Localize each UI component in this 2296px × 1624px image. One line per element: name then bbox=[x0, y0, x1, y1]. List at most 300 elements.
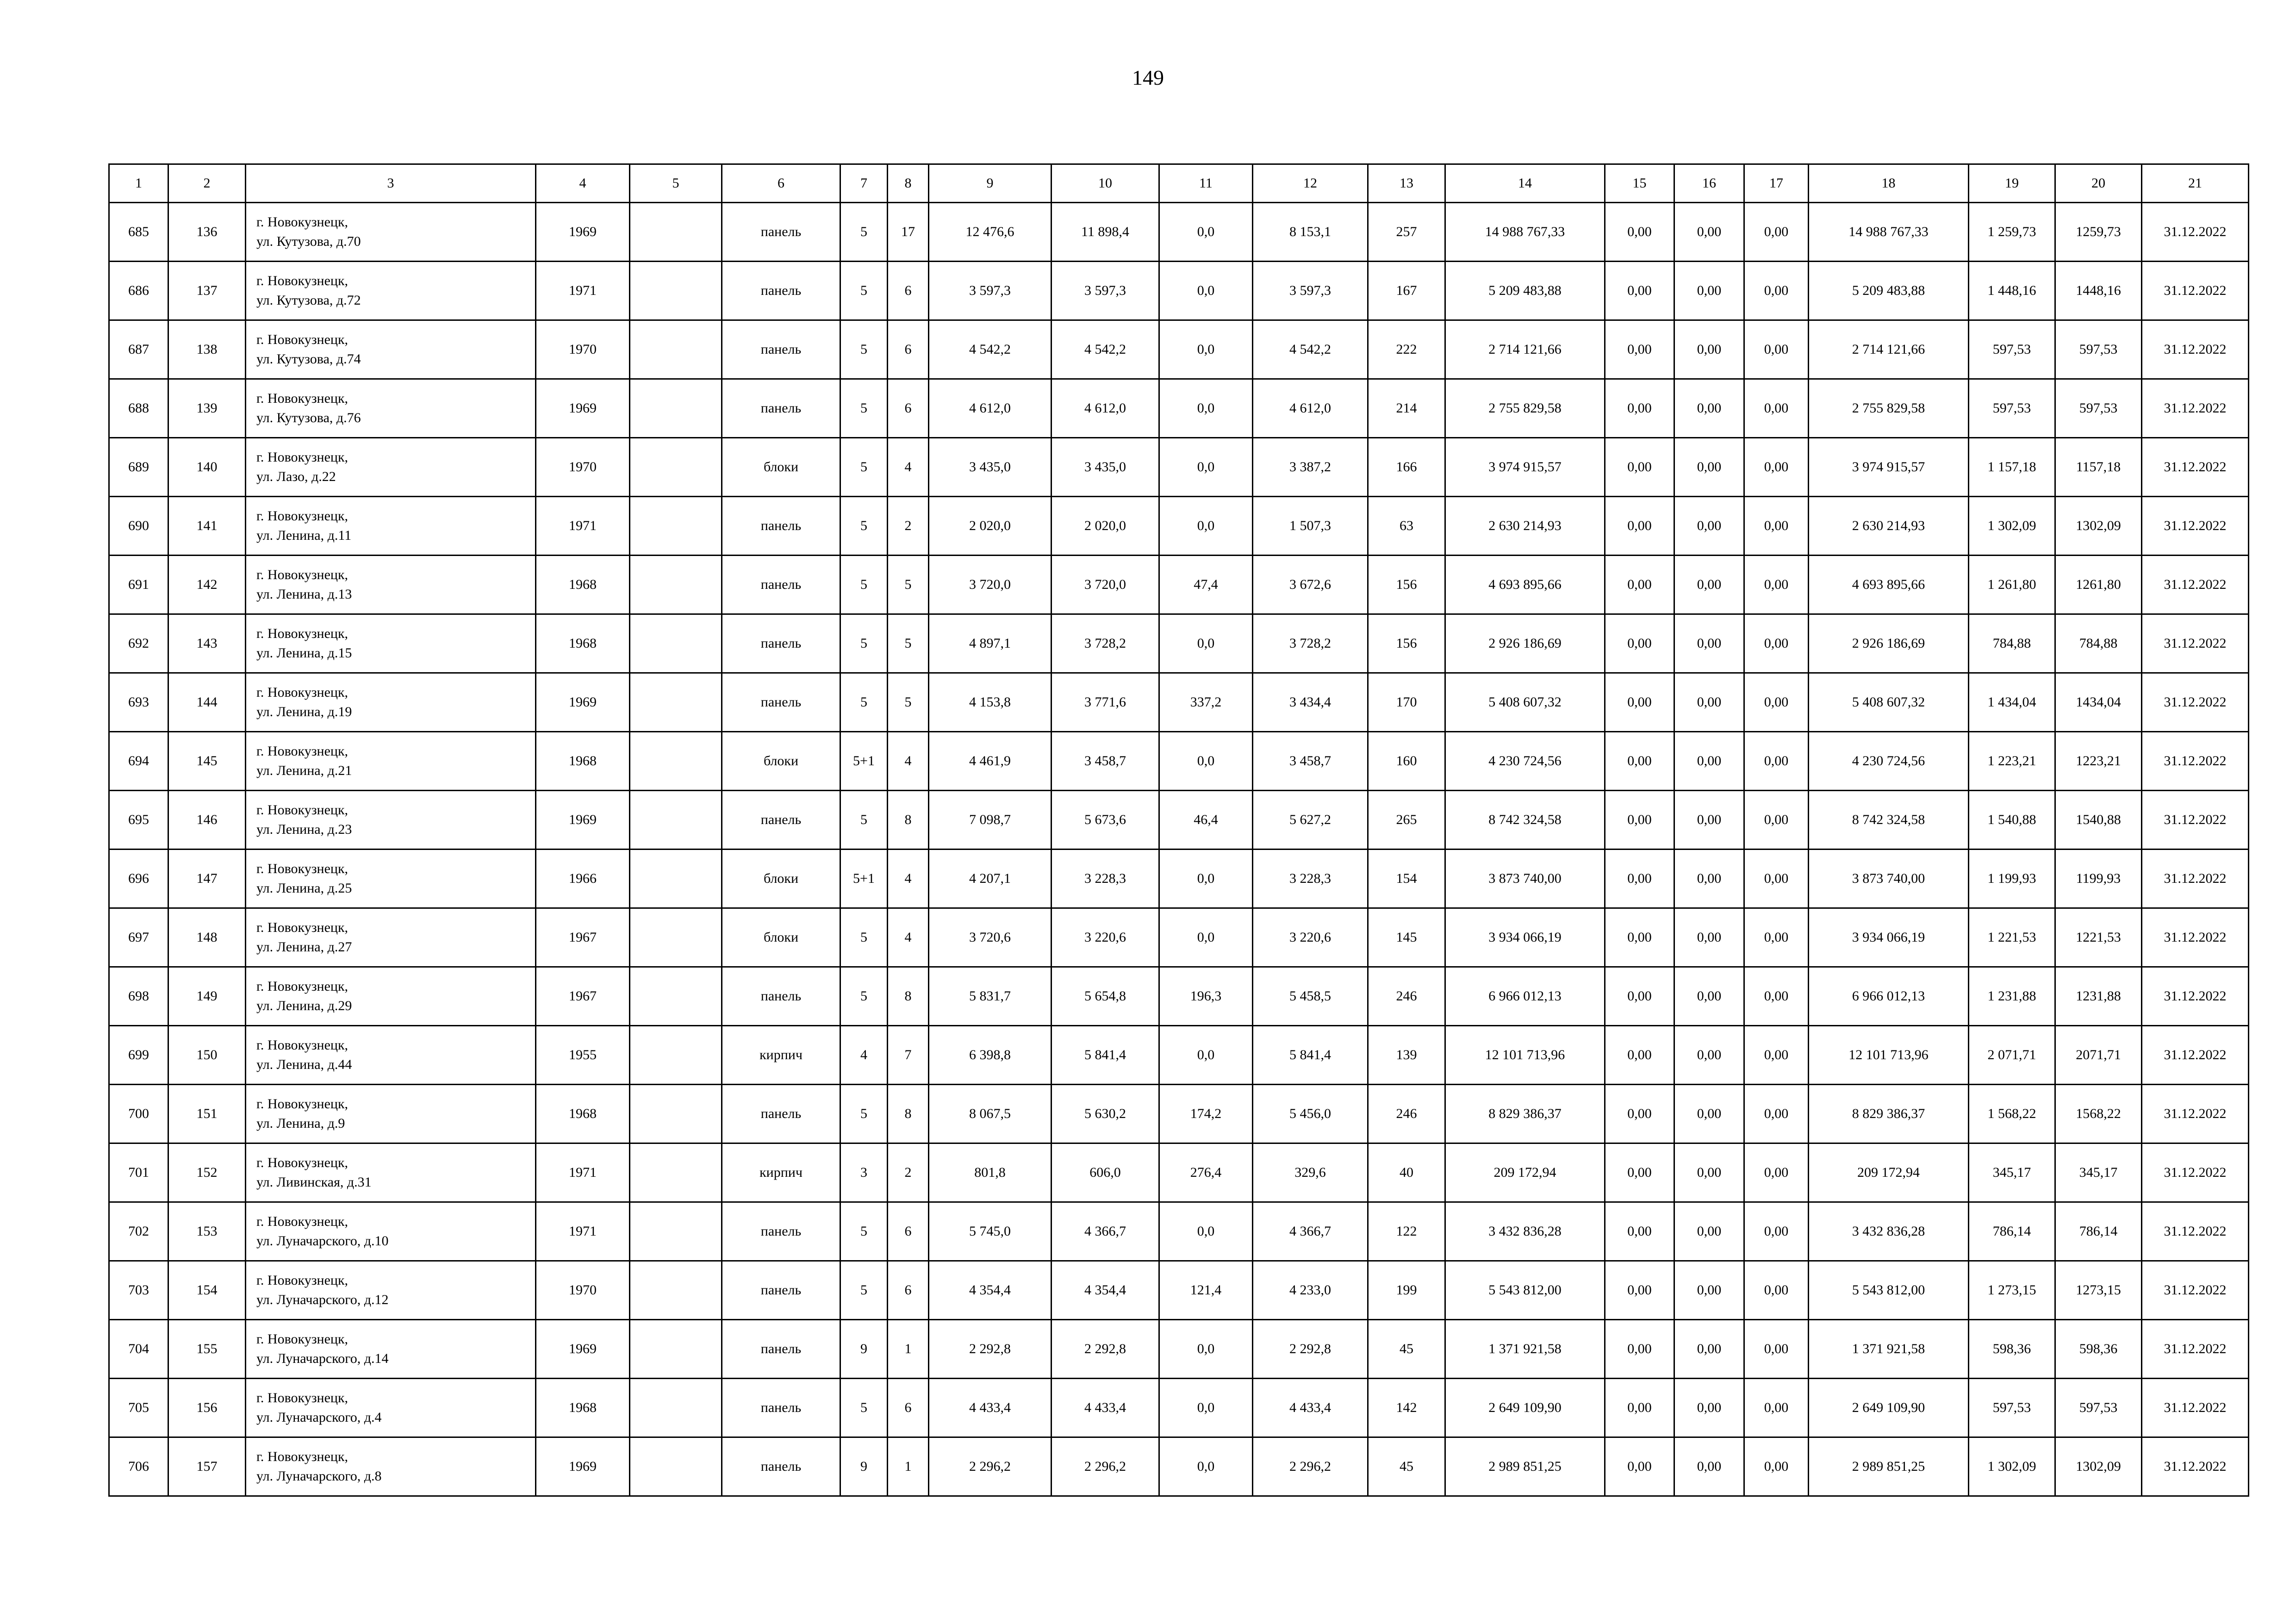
cell-col-18: 3 873 740,00 bbox=[1809, 849, 1969, 908]
address-cell bbox=[246, 791, 536, 849]
address-cell bbox=[246, 732, 536, 791]
address-cell bbox=[246, 1085, 536, 1143]
table-row bbox=[109, 262, 2249, 320]
cell-col-13: 246 bbox=[1368, 967, 1445, 1026]
cell-col-4: 1971 bbox=[536, 497, 630, 556]
cell-col-1: 693 bbox=[109, 673, 168, 732]
cell-col-4: 1969 bbox=[536, 1320, 630, 1379]
cell-col-9: 7 098,7 bbox=[929, 791, 1052, 849]
cell-col-10: 3 597,3 bbox=[1052, 262, 1159, 320]
address-cell bbox=[246, 967, 536, 1026]
cell-col-17: 0,00 bbox=[1744, 791, 1809, 849]
cell-col-6: блоки bbox=[722, 732, 840, 791]
address-city: г. Новокузнецк, bbox=[256, 332, 348, 347]
cell-col-13: 122 bbox=[1368, 1202, 1445, 1261]
cell-col-18: 2 755 829,58 bbox=[1809, 379, 1969, 438]
cell-col-7: 4 bbox=[840, 1026, 888, 1085]
cell-col-14: 3 974 915,57 bbox=[1445, 438, 1605, 497]
address-cell bbox=[246, 438, 536, 497]
cell-col-9: 12 476,6 bbox=[929, 203, 1052, 262]
cell-col-13: 257 bbox=[1368, 203, 1445, 262]
cell-col-9: 8 067,5 bbox=[929, 1085, 1052, 1143]
address-street: ул. Кутузова, д.74 bbox=[256, 351, 361, 367]
cell-col-8: 5 bbox=[888, 556, 929, 614]
cell-col-5 bbox=[630, 556, 722, 614]
cell-col-18: 4 230 724,56 bbox=[1809, 732, 1969, 791]
cell-col-12: 8 153,1 bbox=[1253, 203, 1368, 262]
address-cell bbox=[246, 1320, 536, 1379]
cell-col-13: 145 bbox=[1368, 908, 1445, 967]
cell-col-8: 8 bbox=[888, 791, 929, 849]
cell-col-7: 9 bbox=[840, 1320, 888, 1379]
cell-col-15: 0,00 bbox=[1605, 908, 1674, 967]
table-row bbox=[109, 1026, 2249, 1085]
cell-col-17: 0,00 bbox=[1744, 732, 1809, 791]
cell-col-10: 4 366,7 bbox=[1052, 1202, 1159, 1261]
address-city: г. Новокузнецк, bbox=[256, 1096, 348, 1112]
cell-col-1: 689 bbox=[109, 438, 168, 497]
cell-col-7: 5 bbox=[840, 262, 888, 320]
address-cell bbox=[246, 673, 536, 732]
cell-col-10: 3 458,7 bbox=[1052, 732, 1159, 791]
cell-col-1: 694 bbox=[109, 732, 168, 791]
address-city: г. Новокузнецк, bbox=[256, 1273, 348, 1288]
column-header-3: 3 bbox=[246, 164, 536, 203]
table-row bbox=[109, 1261, 2249, 1320]
address-street: ул. Ленина, д.19 bbox=[256, 704, 352, 719]
cell-col-21: 31.12.2022 bbox=[2142, 556, 2249, 614]
cell-col-16: 0,00 bbox=[1674, 262, 1744, 320]
cell-col-18: 3 432 836,28 bbox=[1809, 1202, 1969, 1261]
cell-col-11: 0,0 bbox=[1159, 320, 1253, 379]
cell-col-2: 154 bbox=[168, 1261, 246, 1320]
cell-col-14: 2 630 214,93 bbox=[1445, 497, 1605, 556]
cell-col-15: 0,00 bbox=[1605, 732, 1674, 791]
cell-col-12: 5 841,4 bbox=[1253, 1026, 1368, 1085]
cell-col-5 bbox=[630, 438, 722, 497]
cell-col-9: 5 745,0 bbox=[929, 1202, 1052, 1261]
cell-col-12: 329,6 bbox=[1253, 1143, 1368, 1202]
cell-col-16: 0,00 bbox=[1674, 791, 1744, 849]
cell-col-2: 137 bbox=[168, 262, 246, 320]
cell-col-4: 1969 bbox=[536, 379, 630, 438]
cell-col-1: 705 bbox=[109, 1379, 168, 1437]
cell-col-1: 702 bbox=[109, 1202, 168, 1261]
cell-col-20: 1231,88 bbox=[2055, 967, 2142, 1026]
cell-col-9: 4 354,4 bbox=[929, 1261, 1052, 1320]
cell-col-20: 597,53 bbox=[2055, 379, 2142, 438]
address-street: ул. Ленина, д.11 bbox=[256, 528, 352, 543]
cell-col-17: 0,00 bbox=[1744, 1143, 1809, 1202]
address-street: ул. Луначарского, д.8 bbox=[256, 1468, 382, 1484]
cell-col-21: 31.12.2022 bbox=[2142, 967, 2249, 1026]
column-header-18: 18 bbox=[1809, 164, 1969, 203]
cell-col-16: 0,00 bbox=[1674, 967, 1744, 1026]
table-row bbox=[109, 967, 2249, 1026]
cell-col-14: 3 934 066,19 bbox=[1445, 908, 1605, 967]
cell-col-9: 4 153,8 bbox=[929, 673, 1052, 732]
cell-col-17: 0,00 bbox=[1744, 203, 1809, 262]
cell-col-10: 3 771,6 bbox=[1052, 673, 1159, 732]
cell-col-16: 0,00 bbox=[1674, 1026, 1744, 1085]
cell-col-12: 4 433,4 bbox=[1253, 1379, 1368, 1437]
cell-col-6: блоки bbox=[722, 438, 840, 497]
cell-col-14: 12 101 713,96 bbox=[1445, 1026, 1605, 1085]
column-header-10: 10 bbox=[1052, 164, 1159, 203]
table-body bbox=[109, 164, 2249, 1496]
cell-col-19: 598,36 bbox=[1969, 1320, 2055, 1379]
cell-col-4: 1955 bbox=[536, 1026, 630, 1085]
cell-col-20: 1199,93 bbox=[2055, 849, 2142, 908]
cell-col-14: 4 693 895,66 bbox=[1445, 556, 1605, 614]
cell-col-10: 2 292,8 bbox=[1052, 1320, 1159, 1379]
cell-col-8: 8 bbox=[888, 1085, 929, 1143]
cell-col-2: 153 bbox=[168, 1202, 246, 1261]
cell-col-1: 699 bbox=[109, 1026, 168, 1085]
cell-col-13: 40 bbox=[1368, 1143, 1445, 1202]
cell-col-15: 0,00 bbox=[1605, 1379, 1674, 1437]
cell-col-21: 31.12.2022 bbox=[2142, 732, 2249, 791]
cell-col-15: 0,00 bbox=[1605, 614, 1674, 673]
cell-col-19: 1 221,53 bbox=[1969, 908, 2055, 967]
cell-col-7: 5 bbox=[840, 791, 888, 849]
cell-col-14: 3 432 836,28 bbox=[1445, 1202, 1605, 1261]
column-header-16: 16 bbox=[1674, 164, 1744, 203]
cell-col-11: 0,0 bbox=[1159, 1379, 1253, 1437]
cell-col-5 bbox=[630, 1202, 722, 1261]
cell-col-17: 0,00 bbox=[1744, 1379, 1809, 1437]
cell-col-12: 2 296,2 bbox=[1253, 1437, 1368, 1496]
cell-col-2: 142 bbox=[168, 556, 246, 614]
cell-col-12: 3 458,7 bbox=[1253, 732, 1368, 791]
cell-col-6: панель bbox=[722, 1437, 840, 1496]
cell-col-12: 4 233,0 bbox=[1253, 1261, 1368, 1320]
cell-col-15: 0,00 bbox=[1605, 1437, 1674, 1496]
column-header-11: 11 bbox=[1159, 164, 1253, 203]
cell-col-8: 6 bbox=[888, 1261, 929, 1320]
cell-col-15: 0,00 bbox=[1605, 1026, 1674, 1085]
cell-col-8: 6 bbox=[888, 320, 929, 379]
address-cell bbox=[246, 497, 536, 556]
cell-col-6: блоки bbox=[722, 849, 840, 908]
cell-col-10: 5 630,2 bbox=[1052, 1085, 1159, 1143]
cell-col-11: 47,4 bbox=[1159, 556, 1253, 614]
cell-col-21: 31.12.2022 bbox=[2142, 1379, 2249, 1437]
cell-col-9: 4 897,1 bbox=[929, 614, 1052, 673]
cell-col-17: 0,00 bbox=[1744, 1320, 1809, 1379]
cell-col-10: 3 728,2 bbox=[1052, 614, 1159, 673]
address-cell bbox=[246, 262, 536, 320]
table-row bbox=[109, 203, 2249, 262]
table-row bbox=[109, 1085, 2249, 1143]
cell-col-8: 4 bbox=[888, 908, 929, 967]
cell-col-2: 140 bbox=[168, 438, 246, 497]
cell-col-4: 1966 bbox=[536, 849, 630, 908]
cell-col-7: 5 bbox=[840, 320, 888, 379]
address-city: г. Новокузнецк, bbox=[256, 450, 348, 465]
cell-col-7: 5 bbox=[840, 614, 888, 673]
address-cell bbox=[246, 1261, 536, 1320]
table-row bbox=[109, 849, 2249, 908]
cell-col-5 bbox=[630, 1085, 722, 1143]
cell-col-18: 12 101 713,96 bbox=[1809, 1026, 1969, 1085]
address-cell bbox=[246, 614, 536, 673]
cell-col-4: 1970 bbox=[536, 1261, 630, 1320]
cell-col-9: 2 020,0 bbox=[929, 497, 1052, 556]
cell-col-12: 3 228,3 bbox=[1253, 849, 1368, 908]
cell-col-2: 145 bbox=[168, 732, 246, 791]
address-city: г. Новокузнецк, bbox=[256, 273, 348, 288]
cell-col-21: 31.12.2022 bbox=[2142, 791, 2249, 849]
cell-col-15: 0,00 bbox=[1605, 497, 1674, 556]
cell-col-1: 703 bbox=[109, 1261, 168, 1320]
cell-col-10: 4 433,4 bbox=[1052, 1379, 1159, 1437]
cell-col-21: 31.12.2022 bbox=[2142, 203, 2249, 262]
cell-col-4: 1968 bbox=[536, 1379, 630, 1437]
table-row bbox=[109, 497, 2249, 556]
cell-col-7: 5 bbox=[840, 497, 888, 556]
cell-col-5 bbox=[630, 673, 722, 732]
address-street: ул. Ливинская, д.31 bbox=[256, 1174, 372, 1190]
cell-col-6: панель bbox=[722, 1202, 840, 1261]
cell-col-15: 0,00 bbox=[1605, 1085, 1674, 1143]
cell-col-21: 31.12.2022 bbox=[2142, 379, 2249, 438]
cell-col-11: 0,0 bbox=[1159, 203, 1253, 262]
cell-col-8: 1 bbox=[888, 1437, 929, 1496]
cell-col-19: 1 448,16 bbox=[1969, 262, 2055, 320]
cell-col-11: 0,0 bbox=[1159, 497, 1253, 556]
column-header-17: 17 bbox=[1744, 164, 1809, 203]
cell-col-2: 143 bbox=[168, 614, 246, 673]
cell-col-20: 1273,15 bbox=[2055, 1261, 2142, 1320]
cell-col-10: 4 612,0 bbox=[1052, 379, 1159, 438]
cell-col-2: 139 bbox=[168, 379, 246, 438]
cell-col-5 bbox=[630, 732, 722, 791]
cell-col-17: 0,00 bbox=[1744, 673, 1809, 732]
cell-col-19: 1 540,88 bbox=[1969, 791, 2055, 849]
cell-col-10: 5 841,4 bbox=[1052, 1026, 1159, 1085]
column-header-21: 21 bbox=[2142, 164, 2249, 203]
cell-col-21: 31.12.2022 bbox=[2142, 1143, 2249, 1202]
cell-col-1: 701 bbox=[109, 1143, 168, 1202]
cell-col-14: 4 230 724,56 bbox=[1445, 732, 1605, 791]
cell-col-19: 1 223,21 bbox=[1969, 732, 2055, 791]
cell-col-16: 0,00 bbox=[1674, 320, 1744, 379]
cell-col-11: 0,0 bbox=[1159, 1026, 1253, 1085]
cell-col-20: 1221,53 bbox=[2055, 908, 2142, 967]
cell-col-17: 0,00 bbox=[1744, 262, 1809, 320]
cell-col-10: 606,0 bbox=[1052, 1143, 1159, 1202]
cell-col-7: 9 bbox=[840, 1437, 888, 1496]
address-street: ул. Кутузова, д.76 bbox=[256, 410, 361, 425]
cell-col-17: 0,00 bbox=[1744, 614, 1809, 673]
cell-col-1: 691 bbox=[109, 556, 168, 614]
cell-col-12: 3 220,6 bbox=[1253, 908, 1368, 967]
cell-col-20: 1223,21 bbox=[2055, 732, 2142, 791]
cell-col-5 bbox=[630, 967, 722, 1026]
cell-col-20: 598,36 bbox=[2055, 1320, 2142, 1379]
cell-col-19: 597,53 bbox=[1969, 379, 2055, 438]
cell-col-18: 2 926 186,69 bbox=[1809, 614, 1969, 673]
address-city: г. Новокузнецк, bbox=[256, 861, 348, 876]
address-city: г. Новокузнецк, bbox=[256, 391, 348, 406]
cell-col-18: 5 543 812,00 bbox=[1809, 1261, 1969, 1320]
cell-col-20: 786,14 bbox=[2055, 1202, 2142, 1261]
cell-col-5 bbox=[630, 1261, 722, 1320]
cell-col-11: 121,4 bbox=[1159, 1261, 1253, 1320]
cell-col-14: 5 209 483,88 bbox=[1445, 262, 1605, 320]
cell-col-2: 156 bbox=[168, 1379, 246, 1437]
cell-col-8: 6 bbox=[888, 379, 929, 438]
cell-col-2: 136 bbox=[168, 203, 246, 262]
cell-col-2: 149 bbox=[168, 967, 246, 1026]
cell-col-7: 5 bbox=[840, 203, 888, 262]
cell-col-8: 2 bbox=[888, 1143, 929, 1202]
address-street: ул. Ленина, д.21 bbox=[256, 763, 352, 778]
cell-col-10: 3 228,3 bbox=[1052, 849, 1159, 908]
cell-col-18: 4 693 895,66 bbox=[1809, 556, 1969, 614]
cell-col-15: 0,00 bbox=[1605, 262, 1674, 320]
column-header-4: 4 bbox=[536, 164, 630, 203]
cell-col-17: 0,00 bbox=[1744, 438, 1809, 497]
cell-col-11: 0,0 bbox=[1159, 849, 1253, 908]
cell-col-15: 0,00 bbox=[1605, 438, 1674, 497]
cell-col-5 bbox=[630, 262, 722, 320]
cell-col-14: 2 989 851,25 bbox=[1445, 1437, 1605, 1496]
cell-col-20: 1157,18 bbox=[2055, 438, 2142, 497]
table-row bbox=[109, 1143, 2249, 1202]
cell-col-10: 2 296,2 bbox=[1052, 1437, 1159, 1496]
cell-col-5 bbox=[630, 320, 722, 379]
cell-col-21: 31.12.2022 bbox=[2142, 908, 2249, 967]
cell-col-4: 1970 bbox=[536, 320, 630, 379]
cell-col-13: 160 bbox=[1368, 732, 1445, 791]
cell-col-21: 31.12.2022 bbox=[2142, 1026, 2249, 1085]
cell-col-1: 706 bbox=[109, 1437, 168, 1496]
cell-col-1: 685 bbox=[109, 203, 168, 262]
cell-col-14: 209 172,94 bbox=[1445, 1143, 1605, 1202]
cell-col-13: 166 bbox=[1368, 438, 1445, 497]
cell-col-19: 1 273,15 bbox=[1969, 1261, 2055, 1320]
cell-col-13: 156 bbox=[1368, 614, 1445, 673]
cell-col-5 bbox=[630, 1437, 722, 1496]
cell-col-1: 696 bbox=[109, 849, 168, 908]
cell-col-5 bbox=[630, 1026, 722, 1085]
address-city: г. Новокузнецк, bbox=[256, 1449, 348, 1464]
cell-col-9: 2 292,8 bbox=[929, 1320, 1052, 1379]
cell-col-18: 1 371 921,58 bbox=[1809, 1320, 1969, 1379]
cell-col-16: 0,00 bbox=[1674, 1143, 1744, 1202]
address-street: ул. Ленина, д.25 bbox=[256, 881, 352, 896]
cell-col-2: 138 bbox=[168, 320, 246, 379]
table-row bbox=[109, 614, 2249, 673]
cell-col-6: кирпич bbox=[722, 1143, 840, 1202]
cell-col-13: 199 bbox=[1368, 1261, 1445, 1320]
cell-col-1: 692 bbox=[109, 614, 168, 673]
cell-col-12: 1 507,3 bbox=[1253, 497, 1368, 556]
page-number: 149 bbox=[1132, 66, 1164, 89]
cell-col-2: 152 bbox=[168, 1143, 246, 1202]
column-header-7: 7 bbox=[840, 164, 888, 203]
cell-col-10: 3 220,6 bbox=[1052, 908, 1159, 967]
table-row bbox=[109, 1202, 2249, 1261]
address-city: г. Новокузнецк, bbox=[256, 1037, 348, 1053]
cell-col-10: 5 673,6 bbox=[1052, 791, 1159, 849]
cell-col-2: 147 bbox=[168, 849, 246, 908]
cell-col-1: 686 bbox=[109, 262, 168, 320]
cell-col-6: панель bbox=[722, 614, 840, 673]
address-city: г. Новокузнецк, bbox=[256, 1390, 348, 1405]
cell-col-6: панель bbox=[722, 1085, 840, 1143]
cell-col-4: 1967 bbox=[536, 908, 630, 967]
cell-col-10: 5 654,8 bbox=[1052, 967, 1159, 1026]
address-city: г. Новокузнецк, bbox=[256, 1331, 348, 1347]
cell-col-20: 784,88 bbox=[2055, 614, 2142, 673]
cell-col-19: 597,53 bbox=[1969, 320, 2055, 379]
cell-col-16: 0,00 bbox=[1674, 497, 1744, 556]
address-city: г. Новокузнецк, bbox=[256, 979, 348, 994]
table-row bbox=[109, 791, 2249, 849]
cell-col-15: 0,00 bbox=[1605, 1261, 1674, 1320]
address-street: ул. Кутузова, д.70 bbox=[256, 234, 361, 249]
cell-col-18: 5 408 607,32 bbox=[1809, 673, 1969, 732]
cell-col-21: 31.12.2022 bbox=[2142, 614, 2249, 673]
cell-col-16: 0,00 bbox=[1674, 1085, 1744, 1143]
cell-col-20: 597,53 bbox=[2055, 1379, 2142, 1437]
cell-col-12: 3 597,3 bbox=[1253, 262, 1368, 320]
cell-col-11: 0,0 bbox=[1159, 614, 1253, 673]
cell-col-20: 1302,09 bbox=[2055, 1437, 2142, 1496]
cell-col-15: 0,00 bbox=[1605, 791, 1674, 849]
cell-col-10: 4 354,4 bbox=[1052, 1261, 1159, 1320]
column-header-15: 15 bbox=[1605, 164, 1674, 203]
cell-col-9: 3 435,0 bbox=[929, 438, 1052, 497]
address-street: ул. Кутузова, д.72 bbox=[256, 293, 361, 308]
cell-col-16: 0,00 bbox=[1674, 379, 1744, 438]
cell-col-13: 214 bbox=[1368, 379, 1445, 438]
cell-col-2: 148 bbox=[168, 908, 246, 967]
column-header-5: 5 bbox=[630, 164, 722, 203]
cell-col-7: 5 bbox=[840, 673, 888, 732]
cell-col-8: 8 bbox=[888, 967, 929, 1026]
cell-col-21: 31.12.2022 bbox=[2142, 1085, 2249, 1143]
cell-col-12: 5 458,5 bbox=[1253, 967, 1368, 1026]
cell-col-11: 46,4 bbox=[1159, 791, 1253, 849]
column-header-14: 14 bbox=[1445, 164, 1605, 203]
table-row bbox=[109, 908, 2249, 967]
cell-col-16: 0,00 bbox=[1674, 849, 1744, 908]
address-cell bbox=[246, 908, 536, 967]
cell-col-17: 0,00 bbox=[1744, 1026, 1809, 1085]
cell-col-12: 3 728,2 bbox=[1253, 614, 1368, 673]
cell-col-9: 4 612,0 bbox=[929, 379, 1052, 438]
cell-col-9: 4 461,9 bbox=[929, 732, 1052, 791]
cell-col-7: 5 bbox=[840, 908, 888, 967]
cell-col-16: 0,00 bbox=[1674, 438, 1744, 497]
cell-col-11: 276,4 bbox=[1159, 1143, 1253, 1202]
cell-col-13: 156 bbox=[1368, 556, 1445, 614]
cell-col-6: панель bbox=[722, 262, 840, 320]
cell-col-21: 31.12.2022 bbox=[2142, 497, 2249, 556]
cell-col-6: панель bbox=[722, 497, 840, 556]
cell-col-1: 695 bbox=[109, 791, 168, 849]
cell-col-15: 0,00 bbox=[1605, 1143, 1674, 1202]
cell-col-6: панель bbox=[722, 203, 840, 262]
column-header-2: 2 bbox=[168, 164, 246, 203]
cell-col-18: 209 172,94 bbox=[1809, 1143, 1969, 1202]
cell-col-14: 14 988 767,33 bbox=[1445, 203, 1605, 262]
cell-col-10: 11 898,4 bbox=[1052, 203, 1159, 262]
